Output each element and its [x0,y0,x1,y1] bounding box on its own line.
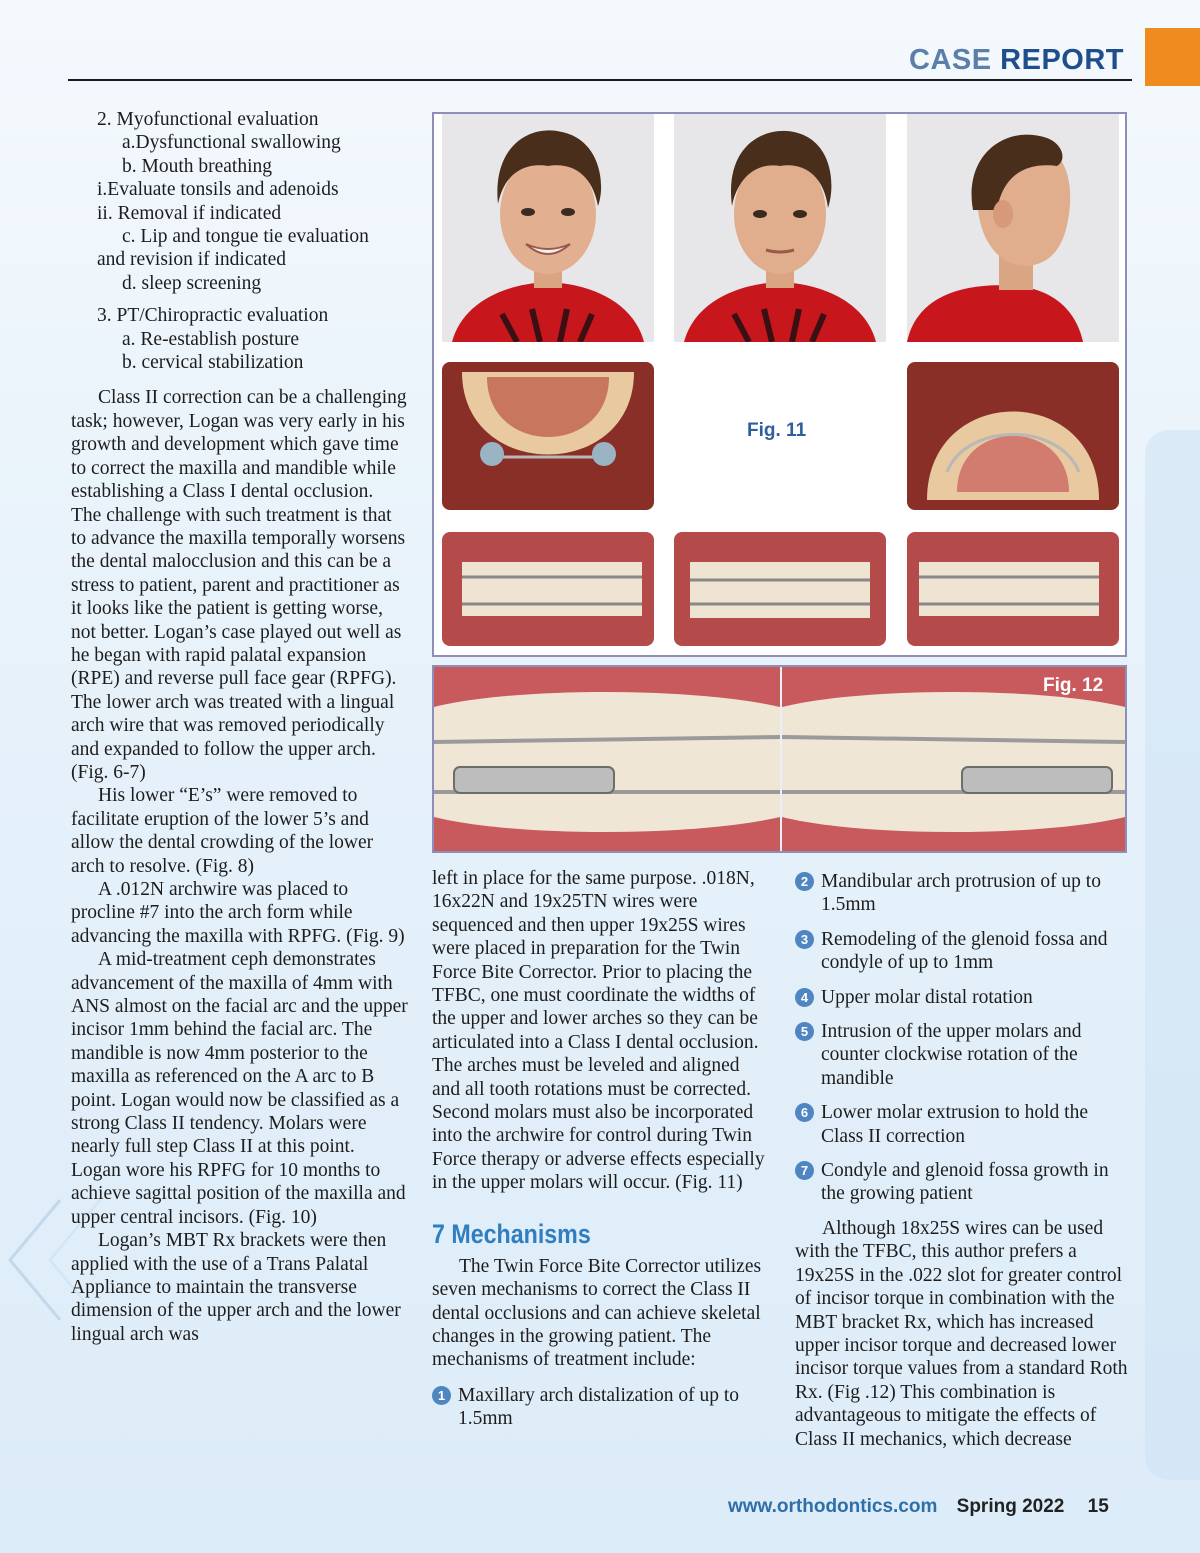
body-paragraph: Logan’s MBT Rx brackets were then applied with the use of a Trans Palatal Appliance to maintain the transverse dimension of the upper arch and the lower lingual arch was [71,1230,401,1345]
figure-12-label: Fig. 12 [1043,675,1104,696]
list-item: a. Re-establish posture [122,328,300,350]
body-paragraph: Class II correction can be a challenging task; however, Logan was very early in his growth and development which gave time to correct the maxilla and mandible while establishing a Class I dental occlusion. The challenge with such treatment is that to advance the maxilla temporally worsens the dental malocclusion and this can be a stress to patient, parent and practitioner as it looks like the patient is getting worse, not better. Logan’s case played out well as he began with rapid palatal expansion (RPE) and reverse pull face gear (RPFG). The lower arch was treated with a lingual arch wire that was removed periodically and expanded to follow the upper arch. (Fig. 6-7) [71,387,407,783]
portrait-profile-photo [907,114,1119,342]
mechanism-item [795,928,1131,975]
column-3 [795,870,1131,1451]
side-panel-decoration [1145,430,1200,1480]
mechanism-item [432,1384,772,1431]
mechanism-text: Condyle and glenoid fossa growth in the growing patient [821,1160,1109,1205]
mechanism-text: Upper molar distal rotation [821,986,1033,1008]
mechanism-text: Maxillary arch distalization of up to 1.5mm [458,1384,740,1430]
header-rule [68,79,1132,81]
number-badge: 3 [795,930,814,949]
list-item: 3. PT/Chiropractic evaluation [97,305,329,327]
orange-tab [1145,28,1200,86]
figure-11 [432,112,1127,657]
body-paragraph: Although 18x25S wires can be used with the TFBC, this author prefers a 19x25S in the .022 slot for greater control of incisor torque in combination with the MBT bracket Rx, which has increased upper incisor torque and decreased lower incisor torque values from a standard Roth Rx. (Fig .12) This combination is advantageous to mitigate the effects of Class II mechanics, which decrease [795,1217,1128,1450]
column-1 [71,108,408,1346]
mechanism-item [795,1159,1131,1206]
website-link[interactable]: www.orthodontics.com [728,1496,938,1517]
body-paragraph: left in place for the same purpose. .018N, 16x22N and 19x25TN wires were sequenced and then upper 19x25S wires were placed in preparation for the Twin Force Bite Corrector. Prior to placing the TFBC, one must coordinate the widths of the upper and lower arches so they can be articulated into a Class I dental occlusion. The arches must be leveled and aligned and all tooth rotations must be corrected. Second molars must also be incorporated into the archwire for control during Twin Force therapy or adverse effects especially in the upper molars will occur. (Fig. 11) [432,868,765,1194]
number-badge: 7 [795,1161,814,1180]
body-paragraph: His lower “E’s” were removed to facilitate eruption of the lower 5’s and allow the dental crowding of the lower arch to resolve. (Fig. 8) [71,785,374,877]
portrait-smile-photo [442,114,654,342]
twin-force-right-photo [434,667,780,851]
list-item: 2. Myofunctional evaluation [97,109,319,130]
body-paragraph: A mid-treatment ceph demonstrates advancement of the maxilla of 4mm with ANS almost on the facial arc and the upper incisor 1mm behind the facial arc. The mandible is now 4mm posterior to the maxilla as referenced on the A arc to B point. Logan would now be classified as a strong Class II tendency. Molars were nearly full step Class II at this point. Logan wore his RPFG for 10 months to achieve sagittal position of the maxilla and upper central incisors. (Fig. 10) [71,949,408,1228]
mechanism-item [795,1101,1131,1148]
list-item: ii. Removal if indicated [97,202,282,224]
list-item: b. Mouth breathing [122,155,273,177]
number-badge: 4 [795,988,814,1007]
upper-occlusal-photo [442,362,654,510]
section-title-word2: REPORT [1000,44,1124,76]
list-item: d. sleep screening [122,272,262,294]
section-title-word1: CASE [909,44,992,76]
mechanism-text: Lower molar extrusion to hold the Class II correction [821,1102,1088,1147]
portrait-front-photo [674,114,886,342]
number-badge: 1 [432,1386,451,1405]
frontal-occlusion-photo [674,532,886,646]
left-buccal-photo [907,532,1119,646]
figure-11-label: Fig. 11 [747,420,807,441]
number-badge: 6 [795,1103,814,1122]
lower-occlusal-photo [907,362,1119,510]
mechanism-item [795,870,1131,917]
figure-12 [432,665,1127,853]
mechanism-item [795,986,1131,1009]
mechanism-item [795,1020,1131,1090]
page-number: 15 [1087,1496,1109,1517]
section-heading: 7 Mechanisms [432,1218,591,1249]
section-title [909,44,1124,77]
list-item: b. cervical stabilization [122,352,304,374]
page-footer [728,1496,1109,1518]
number-badge: 2 [795,872,814,891]
number-badge: 5 [795,1022,814,1041]
issue-season: Spring 2022 [956,1496,1065,1517]
body-paragraph: A .012N archwire was placed to procline #7 into the arch form while advancing the maxilla with RPFG. (Fig. 9) [71,879,405,947]
list-item: i.Evaluate tonsils and adenoids [97,179,339,201]
list-item: a.Dysfunctional swallowing [122,132,341,154]
mechanism-text: Mandibular arch protrusion of up to 1.5mm [821,871,1101,916]
column-2 [432,867,772,1442]
mechanism-text: Intrusion of the upper molars and counter clockwise rotation of the mandible [821,1021,1082,1089]
list-item: c. Lip and tongue tie evaluation [122,226,369,248]
body-paragraph: The Twin Force Bite Corrector utilizes seven mechanisms to correct the Class II dental occlusions and can achieve skeletal changes in the growing patient. The mechanisms of treatment include: [432,1255,762,1371]
right-buccal-photo [442,532,654,646]
list-item: and revision if indicated [97,249,286,271]
mechanism-text: Remodeling of the glenoid fossa and condyle of up to 1mm [821,928,1108,974]
